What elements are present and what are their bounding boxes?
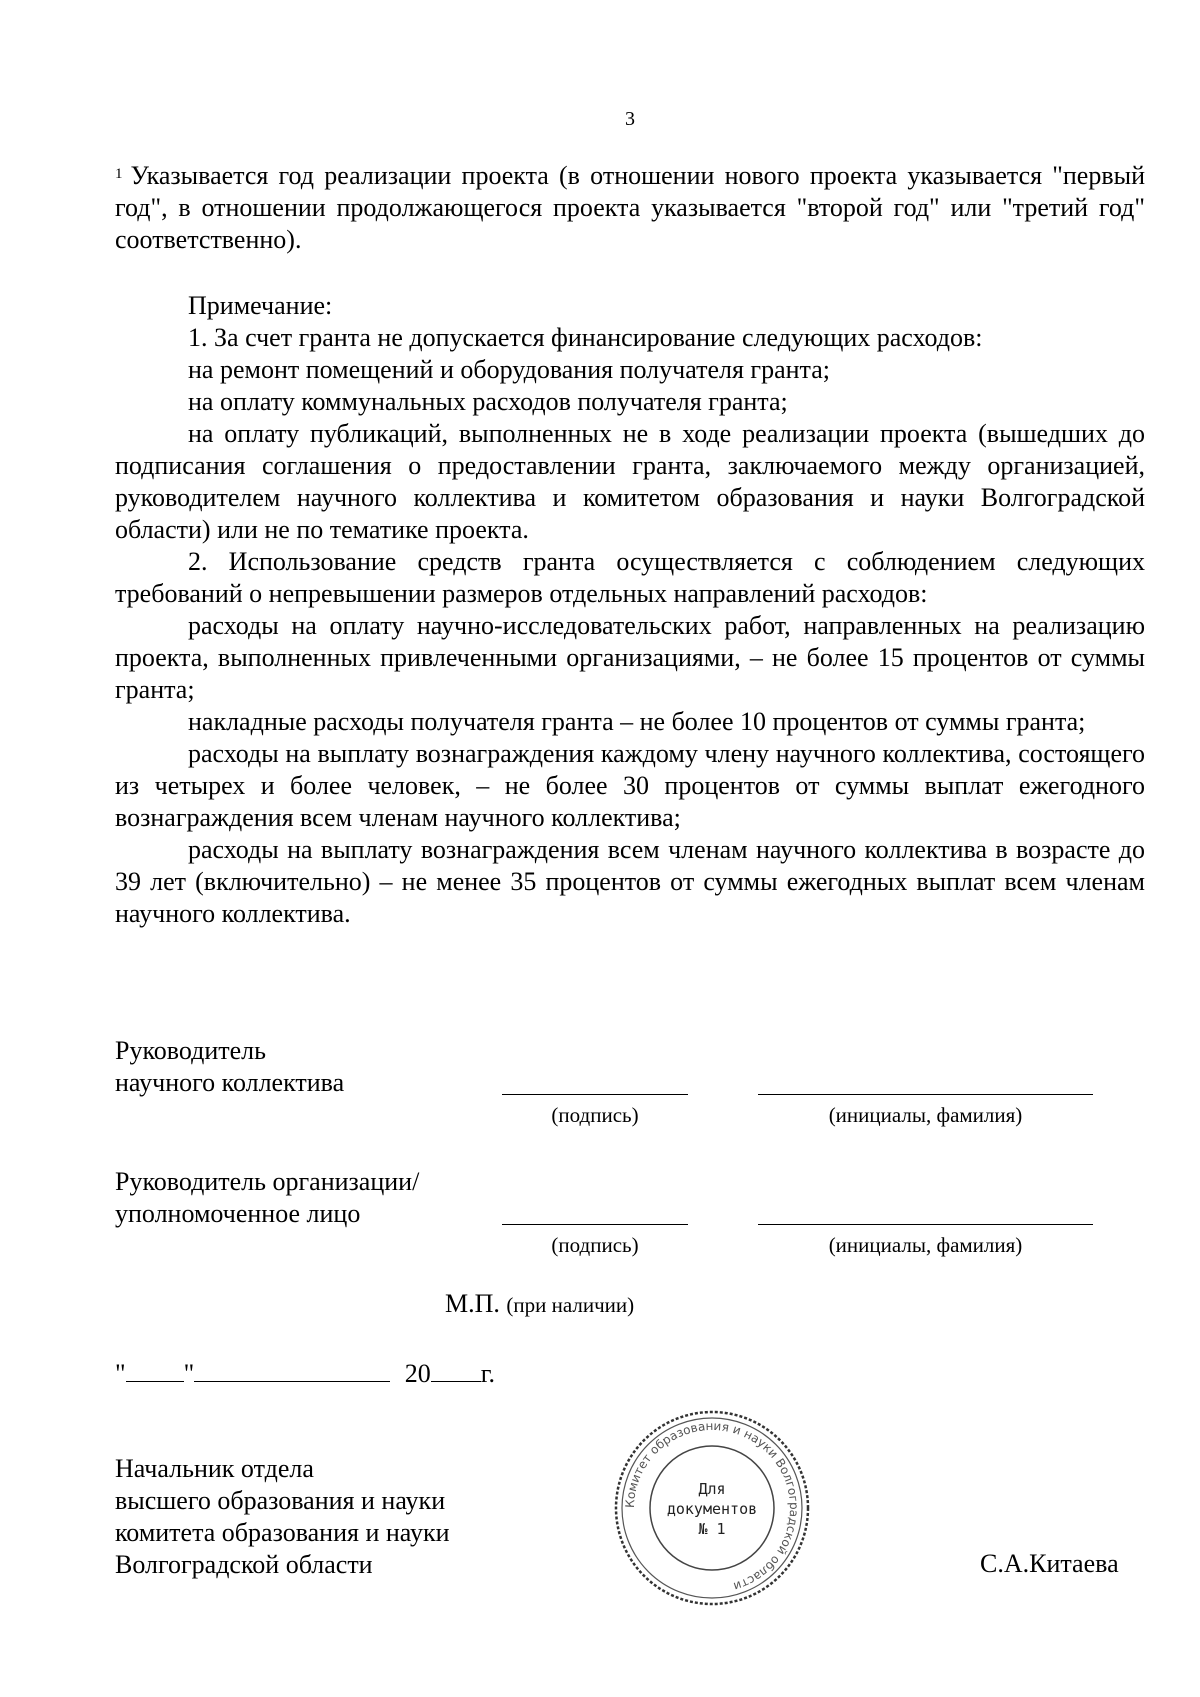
notes-heading: Примечание:	[188, 291, 333, 320]
org-signature-line	[502, 1224, 688, 1225]
stamp-center-line2: документов	[666, 1500, 758, 1518]
leader-label: Руководитель научного коллектива	[115, 1036, 345, 1097]
footnote	[115, 160, 1145, 256]
note-paragraph: накладные расходы получателя гранта – не более 10 процентов от суммы гранта;	[188, 707, 1086, 736]
note-paragraph: расходы на оплату научно-исследовательских работ, направленных на реализацию проекта, выполненных привлеченными организациями, – не более 15 процентов от суммы гранта;	[115, 611, 1145, 704]
org-name-caption: (инициалы, фамилия)	[828, 1233, 1023, 1257]
org-signature-caption: (подпись)	[551, 1233, 639, 1257]
notes-section	[115, 290, 1145, 930]
month-blank	[194, 1359, 390, 1382]
stamp-center-line1: Для	[698, 1480, 726, 1498]
note-paragraph: на оплату публикаций, выполненных не в ходе реализации проекта (вышедших до подписания соглашения о предоставлении гранта, заключаемого между организацией, руководителем научного коллектива и комитетом образования и науки Волгоградской области) или не по тематике проекта.	[115, 419, 1145, 544]
leader-signature-line	[502, 1094, 688, 1095]
date-line: " " 20 г.	[115, 1359, 495, 1388]
note-paragraph: 2. Использование средств гранта осуществляется с соблюдением следующих требований о непревышении размеров отдельных направлений расходов:	[115, 547, 1145, 608]
leader-name-line	[758, 1094, 1093, 1095]
year-blank	[431, 1359, 481, 1382]
page-number: 3	[625, 108, 635, 130]
note-paragraph: расходы на выплату вознаграждения каждому члену научного коллектива, состоящего из четырех и более человек, – не более 30 процентов от суммы выплат ежегодного вознаграждения всем членам научного коллектива;	[115, 739, 1145, 832]
footnote-marker: 1	[115, 166, 123, 182]
note-paragraph: 1. За счет гранта не допускается финансирование следующих расходов:	[188, 323, 983, 352]
footnote-text: Указывается год реализации проекта (в отношении нового проекта указывается "первый год", в отношении продолжающегося проекта указывается "второй год" или "третий год" соответственно).	[115, 161, 1145, 254]
stamp-ring-text: Комитет образования и науки Волгоградской области	[622, 1418, 802, 1594]
note-paragraph: расходы на выплату вознаграждения всем членам научного коллектива в возрасте до 39 лет (включительно) – не менее 35 процентов от суммы ежегодных выплат всем членам научного коллектива.	[115, 835, 1145, 928]
leader-signature-caption: (подпись)	[551, 1103, 639, 1127]
org-head-label: Руководитель организации/ уполномоченное лицо	[115, 1167, 420, 1228]
day-blank	[126, 1359, 184, 1382]
note-paragraph: на ремонт помещений и оборудования получателя гранта;	[188, 355, 830, 384]
stamp-center-line3: № 1	[698, 1520, 726, 1538]
org-name-line	[758, 1224, 1093, 1225]
seal-place-label: М.П. (при наличии)	[445, 1289, 635, 1318]
note-paragraph: на оплату коммунальных расходов получателя гранта;	[188, 387, 788, 416]
chief-name: С.А.Китаева	[980, 1549, 1119, 1578]
leader-name-caption: (инициалы, фамилия)	[828, 1103, 1023, 1127]
chief-title: Начальник отдела высшего образования и науки комитета образования и науки Волгоградской области	[115, 1454, 450, 1579]
official-stamp	[612, 1408, 812, 1608]
